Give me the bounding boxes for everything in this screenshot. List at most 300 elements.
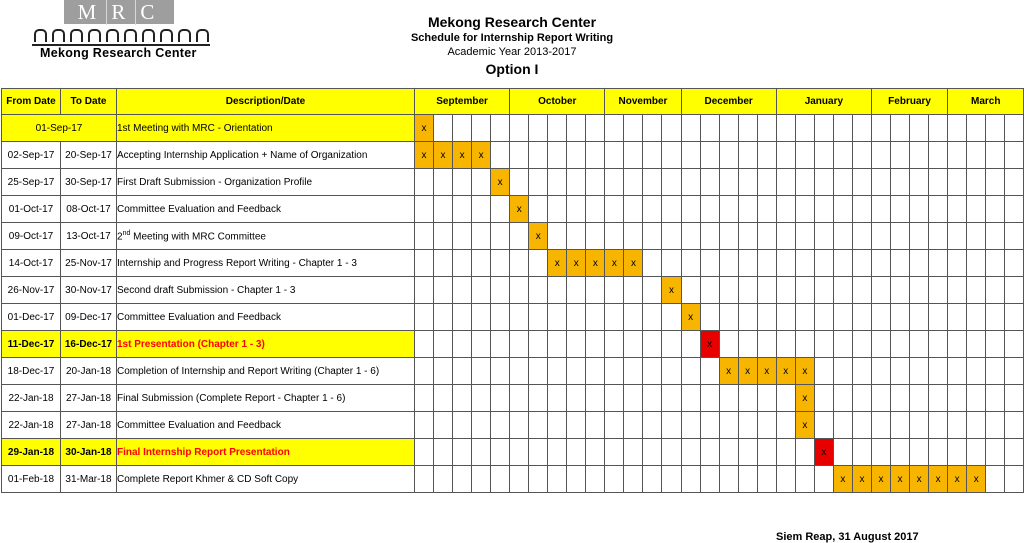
week-cell xyxy=(871,304,890,331)
week-cell xyxy=(719,304,738,331)
week-cell xyxy=(738,439,757,466)
week-cell xyxy=(757,169,776,196)
week-cell xyxy=(967,169,986,196)
week-cell xyxy=(548,142,567,169)
week-cell xyxy=(605,466,624,493)
to-date: 30-Sep-17 xyxy=(61,169,117,196)
week-cell xyxy=(700,223,719,250)
week-cell xyxy=(510,439,529,466)
week-cell xyxy=(1005,142,1024,169)
week-cell xyxy=(472,439,491,466)
schedule-mark: x xyxy=(662,277,681,304)
week-cell xyxy=(738,169,757,196)
month-header-october: October xyxy=(510,89,605,115)
week-cell xyxy=(948,358,967,385)
logo-letters xyxy=(64,0,174,24)
week-cell xyxy=(415,277,434,304)
schedule-mark: x xyxy=(681,304,700,331)
description: Accepting Internship Application + Name of Organization xyxy=(117,142,415,169)
week-cell xyxy=(738,466,757,493)
week-cell xyxy=(814,412,833,439)
week-cell xyxy=(871,169,890,196)
week-cell xyxy=(948,385,967,412)
schedule-mark: x xyxy=(814,439,833,466)
week-cell xyxy=(833,331,852,358)
week-cell xyxy=(929,223,948,250)
from-date: 01-Oct-17 xyxy=(2,196,61,223)
header-row xyxy=(2,89,1024,115)
week-cell xyxy=(757,439,776,466)
week-cell xyxy=(871,142,890,169)
to-date: 27-Jan-18 xyxy=(61,412,117,439)
week-cell xyxy=(643,304,662,331)
week-cell xyxy=(662,439,681,466)
schedule-mark: x xyxy=(624,250,643,277)
description: Completion of Internship and Report Writing (Chapter 1 - 6) xyxy=(117,358,415,385)
week-cell xyxy=(700,304,719,331)
schedule-mark: x xyxy=(472,142,491,169)
week-cell xyxy=(910,385,929,412)
to-date: 16-Dec-17 xyxy=(61,331,117,358)
from-date: 25-Sep-17 xyxy=(2,169,61,196)
schedule-row xyxy=(2,304,1024,331)
schedule-row xyxy=(2,196,1024,223)
week-cell xyxy=(700,412,719,439)
week-cell xyxy=(624,412,643,439)
week-cell xyxy=(529,169,548,196)
description: 2nd Meeting with MRC Committee xyxy=(117,223,415,250)
week-cell xyxy=(586,196,605,223)
week-cell xyxy=(967,304,986,331)
week-cell xyxy=(472,412,491,439)
week-cell xyxy=(434,250,453,277)
from-date: 14-Oct-17 xyxy=(2,250,61,277)
schedule-row xyxy=(2,250,1024,277)
week-cell xyxy=(891,304,910,331)
description: Committee Evaluation and Feedback xyxy=(117,412,415,439)
week-cell xyxy=(967,385,986,412)
week-cell xyxy=(910,277,929,304)
week-cell xyxy=(472,466,491,493)
week-cell xyxy=(776,466,795,493)
week-cell xyxy=(891,277,910,304)
week-cell xyxy=(795,223,814,250)
week-cell xyxy=(814,304,833,331)
description: Second draft Submission - Chapter 1 - 3 xyxy=(117,277,415,304)
schedule-mark: x xyxy=(491,169,510,196)
week-cell xyxy=(833,142,852,169)
week-cell xyxy=(871,358,890,385)
week-cell xyxy=(891,385,910,412)
week-cell xyxy=(434,385,453,412)
week-cell xyxy=(833,169,852,196)
week-cell xyxy=(891,250,910,277)
week-cell xyxy=(776,412,795,439)
schedule-mark: x xyxy=(929,466,948,493)
description: Committee Evaluation and Feedback xyxy=(117,304,415,331)
week-cell xyxy=(472,169,491,196)
week-cell xyxy=(719,115,738,142)
week-cell xyxy=(795,196,814,223)
week-cell xyxy=(719,331,738,358)
week-cell xyxy=(529,466,548,493)
week-cell xyxy=(453,385,472,412)
week-cell xyxy=(567,223,586,250)
week-cell xyxy=(910,169,929,196)
description: Committee Evaluation and Feedback xyxy=(117,196,415,223)
week-cell xyxy=(662,169,681,196)
week-cell xyxy=(491,304,510,331)
schedule-mark: x xyxy=(434,142,453,169)
week-cell xyxy=(605,115,624,142)
week-cell xyxy=(871,115,890,142)
week-cell xyxy=(719,142,738,169)
week-cell xyxy=(529,331,548,358)
week-cell xyxy=(624,223,643,250)
week-cell xyxy=(776,169,795,196)
month-header-december: December xyxy=(681,89,776,115)
option-title: Option I xyxy=(485,61,539,77)
week-cell xyxy=(453,169,472,196)
week-cell xyxy=(681,250,700,277)
week-cell xyxy=(948,277,967,304)
schedule-row xyxy=(2,331,1024,358)
week-cell xyxy=(929,331,948,358)
week-cell xyxy=(434,412,453,439)
week-cell xyxy=(510,277,529,304)
week-cell xyxy=(852,250,871,277)
week-cell xyxy=(472,196,491,223)
to-date: 08-Oct-17 xyxy=(61,196,117,223)
week-cell xyxy=(871,412,890,439)
week-cell xyxy=(605,358,624,385)
week-cell xyxy=(548,466,567,493)
week-cell xyxy=(605,385,624,412)
week-cell xyxy=(548,115,567,142)
week-cell xyxy=(415,169,434,196)
week-cell xyxy=(776,385,795,412)
week-cell xyxy=(795,277,814,304)
week-cell xyxy=(852,223,871,250)
week-cell xyxy=(510,142,529,169)
week-cell xyxy=(757,331,776,358)
week-cell xyxy=(605,196,624,223)
from-date: 26-Nov-17 xyxy=(2,277,61,304)
week-cell xyxy=(624,115,643,142)
week-cell xyxy=(814,358,833,385)
schedule-mark: x xyxy=(795,385,814,412)
week-cell xyxy=(833,277,852,304)
week-cell xyxy=(567,439,586,466)
week-cell xyxy=(891,358,910,385)
week-cell xyxy=(415,466,434,493)
week-cell xyxy=(738,223,757,250)
week-cell xyxy=(910,115,929,142)
week-cell xyxy=(472,223,491,250)
week-cell xyxy=(453,412,472,439)
week-cell xyxy=(814,331,833,358)
week-cell xyxy=(910,412,929,439)
week-cell xyxy=(929,304,948,331)
logo-letter: M xyxy=(77,0,103,24)
week-cell xyxy=(529,358,548,385)
week-cell xyxy=(415,250,434,277)
week-cell xyxy=(472,358,491,385)
week-cell xyxy=(719,439,738,466)
week-cell xyxy=(852,277,871,304)
to-date: 27-Jan-18 xyxy=(61,385,117,412)
week-cell xyxy=(719,223,738,250)
week-cell xyxy=(948,196,967,223)
week-cell xyxy=(871,196,890,223)
week-cell xyxy=(833,385,852,412)
from-date-header: From Date xyxy=(2,89,61,115)
week-cell xyxy=(662,304,681,331)
week-cell xyxy=(681,385,700,412)
week-cell xyxy=(548,304,567,331)
week-cell xyxy=(986,223,1005,250)
week-cell xyxy=(948,439,967,466)
week-cell xyxy=(776,223,795,250)
week-cell xyxy=(510,331,529,358)
week-cell xyxy=(967,250,986,277)
week-cell xyxy=(795,169,814,196)
week-cell xyxy=(852,331,871,358)
week-cell xyxy=(643,439,662,466)
from-date: 01-Feb-18 xyxy=(2,466,61,493)
schedule-mark: x xyxy=(700,331,719,358)
week-cell xyxy=(624,196,643,223)
week-cell xyxy=(891,439,910,466)
week-cell xyxy=(624,304,643,331)
week-cell xyxy=(415,196,434,223)
week-cell xyxy=(510,412,529,439)
week-cell xyxy=(510,304,529,331)
week-cell xyxy=(567,466,586,493)
week-cell xyxy=(491,196,510,223)
week-cell xyxy=(1005,412,1024,439)
khmer-script-logo xyxy=(32,28,210,46)
week-cell xyxy=(624,142,643,169)
week-cell xyxy=(662,196,681,223)
schedule-mark: x xyxy=(852,466,871,493)
week-cell xyxy=(833,439,852,466)
week-cell xyxy=(529,439,548,466)
week-cell xyxy=(453,358,472,385)
week-cell xyxy=(814,250,833,277)
week-cell xyxy=(1005,466,1024,493)
schedule-mark: x xyxy=(776,358,795,385)
description: First Draft Submission - Organization Profile xyxy=(117,169,415,196)
week-cell xyxy=(852,169,871,196)
week-cell xyxy=(948,142,967,169)
week-cell xyxy=(1005,250,1024,277)
week-cell xyxy=(929,250,948,277)
week-cell xyxy=(586,223,605,250)
week-cell xyxy=(871,223,890,250)
week-cell xyxy=(719,250,738,277)
week-cell xyxy=(776,115,795,142)
week-cell xyxy=(434,358,453,385)
week-cell xyxy=(871,439,890,466)
week-cell xyxy=(453,277,472,304)
week-cell xyxy=(548,385,567,412)
month-header-september: September xyxy=(415,89,510,115)
week-cell xyxy=(910,250,929,277)
schedule-mark: x xyxy=(548,250,567,277)
week-cell xyxy=(738,142,757,169)
month-header-march: March xyxy=(948,89,1024,115)
week-cell xyxy=(434,304,453,331)
week-cell xyxy=(681,331,700,358)
week-cell xyxy=(605,169,624,196)
schedule-mark: x xyxy=(833,466,852,493)
week-cell xyxy=(776,142,795,169)
week-cell xyxy=(757,304,776,331)
week-cell xyxy=(948,250,967,277)
week-cell xyxy=(662,385,681,412)
week-cell xyxy=(986,358,1005,385)
schedule-mark: x xyxy=(795,358,814,385)
week-cell xyxy=(738,196,757,223)
week-cell xyxy=(948,223,967,250)
to-date: 31-Mar-18 xyxy=(61,466,117,493)
week-cell xyxy=(738,385,757,412)
week-cell xyxy=(719,277,738,304)
week-cell xyxy=(929,412,948,439)
logo-name: Mekong Research Center xyxy=(40,46,197,60)
to-date-header: To Date xyxy=(61,89,117,115)
schedule-row xyxy=(2,466,1024,493)
week-cell xyxy=(852,358,871,385)
week-cell xyxy=(719,412,738,439)
schedule-mark: x xyxy=(510,196,529,223)
org-title: Mekong Research Center xyxy=(427,14,597,30)
week-cell xyxy=(948,304,967,331)
week-cell xyxy=(567,115,586,142)
week-cell xyxy=(757,385,776,412)
week-cell xyxy=(681,115,700,142)
week-cell xyxy=(453,196,472,223)
week-cell xyxy=(605,277,624,304)
week-cell xyxy=(529,142,548,169)
schedule-mark: x xyxy=(757,358,776,385)
week-cell xyxy=(986,196,1005,223)
logo-letter: R xyxy=(106,0,135,25)
week-cell xyxy=(833,250,852,277)
week-cell xyxy=(681,466,700,493)
week-cell xyxy=(491,439,510,466)
week-cell xyxy=(986,385,1005,412)
week-cell xyxy=(453,250,472,277)
schedule-mark: x xyxy=(871,466,890,493)
to-date: 30-Jan-18 xyxy=(61,439,117,466)
week-cell xyxy=(434,277,453,304)
week-cell xyxy=(910,358,929,385)
week-cell xyxy=(624,466,643,493)
schedule-mark: x xyxy=(891,466,910,493)
schedule-row xyxy=(2,223,1024,250)
week-cell xyxy=(472,385,491,412)
week-cell xyxy=(814,142,833,169)
week-cell xyxy=(833,412,852,439)
from-date: 11-Dec-17 xyxy=(2,331,61,358)
week-cell xyxy=(757,196,776,223)
week-cell xyxy=(776,331,795,358)
week-cell xyxy=(852,142,871,169)
month-header-january: January xyxy=(776,89,871,115)
week-cell xyxy=(795,142,814,169)
to-date: 09-Dec-17 xyxy=(61,304,117,331)
to-date: 25-Nov-17 xyxy=(61,250,117,277)
week-cell xyxy=(833,196,852,223)
week-cell xyxy=(738,304,757,331)
week-cell xyxy=(586,466,605,493)
week-cell xyxy=(491,466,510,493)
week-cell xyxy=(852,196,871,223)
academic-year: Academic Year 2013-2017 xyxy=(447,46,577,58)
week-cell xyxy=(871,277,890,304)
schedule-mark: x xyxy=(795,412,814,439)
week-cell xyxy=(681,142,700,169)
week-cell xyxy=(891,196,910,223)
week-cell xyxy=(434,196,453,223)
week-cell xyxy=(833,304,852,331)
week-cell xyxy=(472,304,491,331)
week-cell xyxy=(434,439,453,466)
week-cell xyxy=(967,331,986,358)
week-cell xyxy=(662,331,681,358)
week-cell xyxy=(415,358,434,385)
week-cell xyxy=(929,277,948,304)
week-cell xyxy=(586,385,605,412)
week-cell xyxy=(662,142,681,169)
week-cell xyxy=(833,115,852,142)
week-cell xyxy=(852,304,871,331)
week-cell xyxy=(510,250,529,277)
description: Complete Report Khmer & CD Soft Copy xyxy=(117,466,415,493)
week-cell xyxy=(757,142,776,169)
week-cell xyxy=(643,196,662,223)
schedule-row xyxy=(2,412,1024,439)
week-cell xyxy=(967,277,986,304)
week-cell xyxy=(1005,196,1024,223)
week-cell xyxy=(567,358,586,385)
week-cell xyxy=(986,277,1005,304)
week-cell xyxy=(929,115,948,142)
week-cell xyxy=(814,277,833,304)
week-cell xyxy=(605,223,624,250)
week-cell xyxy=(719,169,738,196)
schedule-mark: x xyxy=(567,250,586,277)
week-cell xyxy=(434,331,453,358)
week-cell xyxy=(795,115,814,142)
week-cell xyxy=(852,385,871,412)
week-cell xyxy=(1005,115,1024,142)
week-cell xyxy=(586,142,605,169)
week-cell xyxy=(776,196,795,223)
week-cell xyxy=(700,196,719,223)
week-cell xyxy=(529,277,548,304)
week-cell xyxy=(491,412,510,439)
week-cell xyxy=(967,115,986,142)
week-cell xyxy=(910,304,929,331)
week-cell xyxy=(624,385,643,412)
description-header: Description/Date xyxy=(117,89,415,115)
week-cell xyxy=(757,412,776,439)
to-date: 13-Oct-17 xyxy=(61,223,117,250)
week-cell xyxy=(757,250,776,277)
